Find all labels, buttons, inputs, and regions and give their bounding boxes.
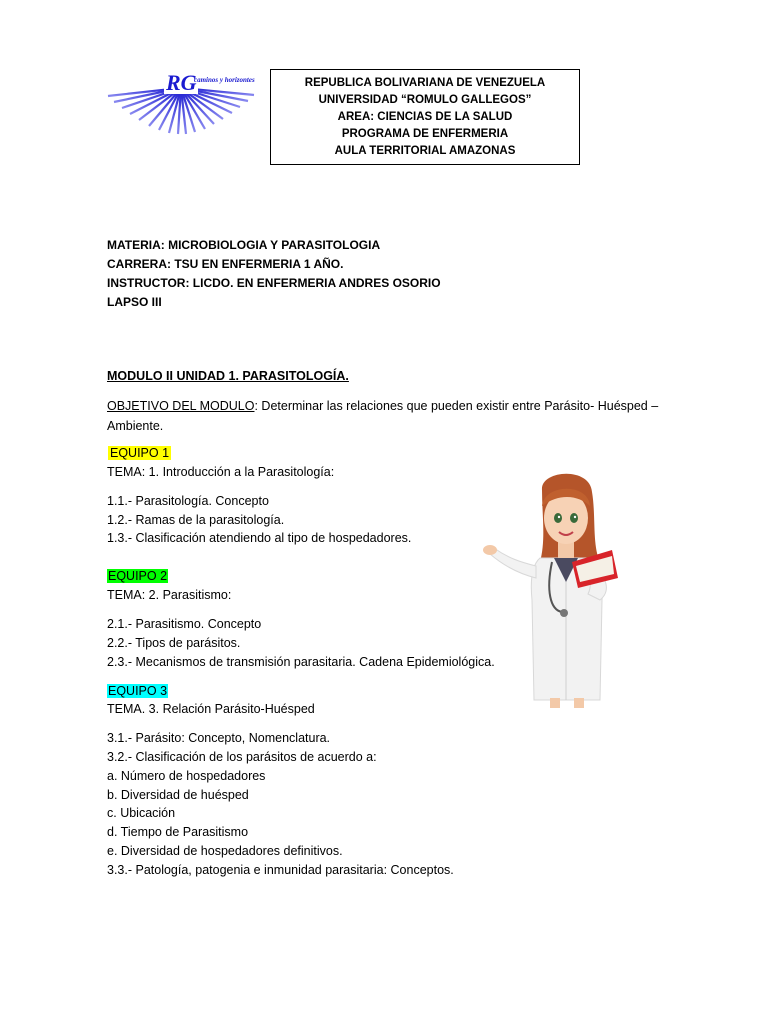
objective-text: : Determinar las relaciones que pueden existir entre Parásito- Huésped – Ambiente. bbox=[107, 399, 659, 433]
team-2-label-wrap bbox=[107, 567, 168, 585]
list-item: 2.2.- Tipos de parásitos. bbox=[107, 636, 241, 650]
header-line-area: AREA: CIENCIAS DE LA SALUD bbox=[337, 110, 513, 123]
list-item: c. Ubicación bbox=[107, 806, 176, 820]
list-item: e. Diversidad de hospedadores definitivos. bbox=[107, 844, 343, 858]
list-item: 3.2.- Clasificación de los parásitos de acuerdo a: bbox=[107, 750, 377, 764]
team-1-label-wrap bbox=[108, 444, 171, 462]
course-info bbox=[107, 236, 441, 312]
module-title: MODULO II UNIDAD 1. PARASITOLOGÍA. bbox=[107, 369, 349, 383]
header-line-university: UNIVERSIDAD “ROMULO GALLEGOS” bbox=[318, 93, 532, 106]
team-2-label: EQUIPO 2 bbox=[108, 569, 168, 583]
team-3-label: EQUIPO 3 bbox=[108, 684, 168, 698]
team-1-topic: TEMA: 1. Introducción a la Parasitología: bbox=[107, 465, 335, 479]
list-item: a. Número de hospedadores bbox=[107, 769, 266, 783]
course-period: LAPSO III bbox=[107, 295, 162, 309]
objective-label: OBJETIVO DEL MODULO bbox=[107, 399, 255, 413]
team-2-topic: TEMA: 2. Parasitismo: bbox=[107, 588, 232, 602]
list-item: b. Diversidad de huésped bbox=[107, 788, 249, 802]
list-item: 1.3.- Clasificación atendiendo al tipo de hospedadores. bbox=[107, 531, 412, 545]
list-item: 3.1.- Parásito: Concepto, Nomenclatura. bbox=[107, 731, 331, 745]
module-objective bbox=[107, 396, 667, 436]
team-3-topic: TEMA. 3. Relación Parásito-Huésped bbox=[107, 702, 315, 716]
list-item: d. Tiempo de Parasitismo bbox=[107, 825, 249, 839]
course-career: CARRERA: TSU EN ENFERMERIA 1 AÑO. bbox=[107, 257, 344, 271]
list-item: 3.3.- Patología, patogenia e inmunidad parasitaria: Conceptos. bbox=[107, 863, 454, 877]
course-subject: MATERIA: MICROBIOLOGIA Y PARASITOLOGIA bbox=[107, 238, 381, 252]
logo-initials: RG bbox=[166, 70, 197, 95]
nurse-illustration bbox=[480, 470, 660, 708]
institution-header-box bbox=[270, 69, 580, 165]
header-line-program: PROGRAMA DE ENFERMERIA bbox=[341, 127, 509, 140]
team-1-label: EQUIPO 1 bbox=[110, 446, 170, 460]
university-logo bbox=[106, 68, 256, 138]
header-line-campus: AULA TERRITORIAL AMAZONAS bbox=[334, 144, 516, 157]
list-item: 2.1.- Parasitismo. Concepto bbox=[107, 617, 262, 631]
logo-tagline: caminos y horizontes bbox=[194, 76, 255, 84]
course-instructor: INSTRUCTOR: LICDO. EN ENFERMERIA ANDRES OSORIO bbox=[107, 276, 441, 290]
list-item: 2.3.- Mecanismos de transmisión parasitaria. Cadena Epidemiológica. bbox=[107, 655, 495, 669]
list-item: 1.1.- Parasitología. Concepto bbox=[107, 494, 269, 508]
header-line-republic: REPUBLICA BOLIVARIANA DE VENEZUELA bbox=[304, 76, 546, 89]
list-item: 1.2.- Ramas de la parasitología. bbox=[107, 513, 285, 527]
team-3-label-wrap bbox=[107, 682, 168, 700]
